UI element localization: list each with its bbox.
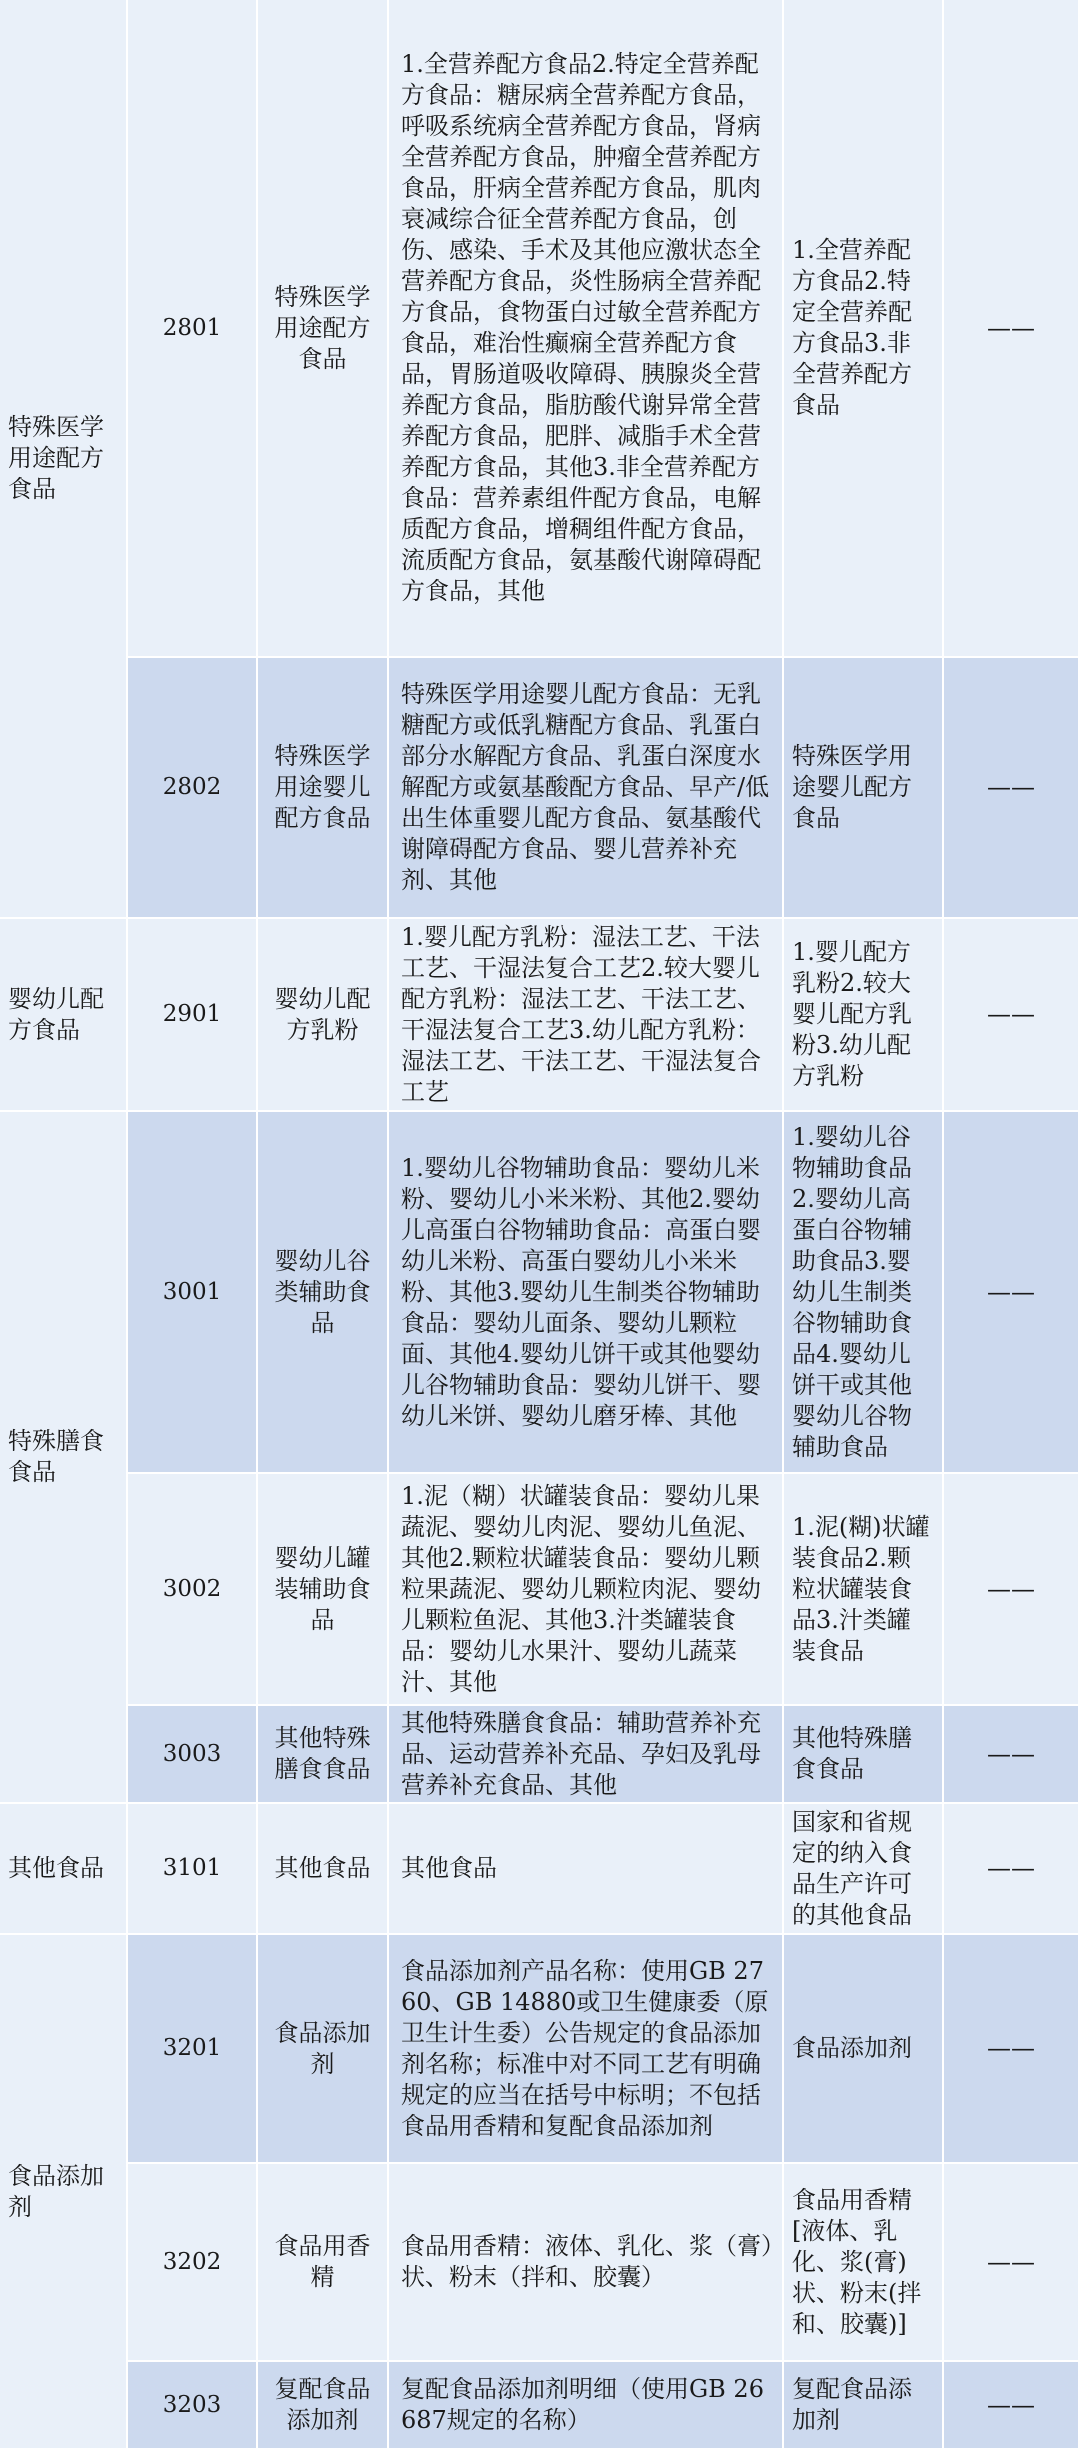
category-label: 其他食品 xyxy=(8,1854,104,1882)
unit-text: 1.全营养配方食品2.特定全营养配方食品3.非全营养配方食品 xyxy=(792,236,912,419)
detail-cell xyxy=(389,1706,784,1804)
detail-cell xyxy=(389,0,784,658)
detail-text: 食品用香精：液体、乳化、浆（膏）状、粉末（拌和、胶囊） xyxy=(401,2232,773,2291)
name-cell xyxy=(258,919,389,1112)
detail-cell xyxy=(389,2362,784,2450)
code-cell xyxy=(128,1935,258,2164)
name-text: 复配食品添加剂 xyxy=(274,2375,371,2434)
note-cell xyxy=(944,2164,1080,2362)
unit-cell xyxy=(784,2362,944,2450)
category-cell xyxy=(0,919,128,1112)
unit-cell xyxy=(784,1474,944,1706)
category-label: 食品添加剂 xyxy=(8,2161,104,2221)
detail-text: 食品添加剂产品名称：使用GB 2760、GB 14880或卫生健康委（原卫生计生委）公告规定的食品添加剂名称；标准中对不同工艺有明确规定的应当在括号中标明；不包括食品用香精和复配食品添加剂 xyxy=(401,1956,769,2140)
code-text: 3001 xyxy=(162,1278,222,1305)
name-cell xyxy=(258,658,389,919)
unit-text: 1.婴儿配方乳粉2.较大婴儿配方乳粉3.幼儿配方乳粉 xyxy=(792,938,912,1090)
note-cell xyxy=(944,1706,1080,1804)
name-cell xyxy=(258,1112,389,1474)
name-text: 其他食品 xyxy=(274,1854,371,1882)
detail-text: 复配食品添加剂明细（使用GB 26687规定的名称） xyxy=(401,2375,764,2434)
code-cell xyxy=(128,1474,258,1706)
detail-cell xyxy=(389,658,784,919)
note-text: —— xyxy=(987,1574,1035,1603)
detail-cell xyxy=(389,1474,784,1706)
name-cell xyxy=(258,2362,389,2450)
note-text: —— xyxy=(987,2247,1035,2276)
category-cell xyxy=(0,1112,128,1804)
unit-cell xyxy=(784,658,944,919)
note-cell xyxy=(944,1112,1080,1474)
category-label: 特殊医学用途配方食品 xyxy=(8,413,104,503)
code-text: 2801 xyxy=(162,314,222,341)
code-cell xyxy=(128,1804,258,1935)
unit-cell xyxy=(784,0,944,658)
note-cell xyxy=(944,658,1080,919)
code-text: 3002 xyxy=(162,1575,222,1602)
code-cell xyxy=(128,919,258,1112)
name-text: 特殊医学用途婴儿配方食品 xyxy=(274,742,371,832)
unit-text: 其他特殊膳食食品 xyxy=(792,1724,912,1783)
name-text: 特殊医学用途配方食品 xyxy=(274,282,371,373)
code-cell xyxy=(128,658,258,919)
detail-cell xyxy=(389,1804,784,1935)
note-cell xyxy=(944,1935,1080,2164)
unit-cell xyxy=(784,1112,944,1474)
category-cell xyxy=(0,0,128,919)
code-text: 3203 xyxy=(162,2391,222,2418)
code-text: 3202 xyxy=(162,2248,222,2275)
name-text: 婴幼儿罐装辅助食品 xyxy=(274,1543,371,1634)
name-text: 食品添加剂 xyxy=(274,2018,371,2078)
unit-cell xyxy=(784,2164,944,2362)
note-cell xyxy=(944,0,1080,658)
name-text: 其他特殊膳食食品 xyxy=(274,1724,371,1783)
detail-text: 1.婴幼儿谷物辅助食品：婴幼儿米粉、婴幼儿小米米粉、其他2.婴幼儿高蛋白谷物辅助食品：高蛋白婴幼儿米粉、高蛋白婴幼儿小米米粉、其他3.婴幼儿生制类谷物辅助食品：婴幼儿面条、婴幼儿颗粒面、其他4.婴幼儿饼干或其他婴幼儿谷物辅助食品：婴幼儿饼干、婴幼儿米饼、婴幼儿磨牙棒、其他 xyxy=(401,1153,761,1430)
note-text: —— xyxy=(987,313,1035,342)
category-cell xyxy=(0,1804,128,1935)
name-cell xyxy=(258,2164,389,2362)
name-text: 婴幼儿配方乳粉 xyxy=(274,984,371,1044)
note-text: —— xyxy=(987,1000,1035,1028)
note-text: —— xyxy=(987,2034,1035,2062)
note-cell xyxy=(944,919,1080,1112)
unit-text: 复配食品添加剂 xyxy=(792,2375,912,2434)
detail-cell xyxy=(389,1112,784,1474)
note-cell xyxy=(944,1804,1080,1935)
unit-cell xyxy=(784,1935,944,2164)
unit-text: 食品用香精[液体、乳化、浆(膏)状、粉末(拌和、胶囊)] xyxy=(792,2185,922,2338)
code-text: 3003 xyxy=(162,1740,222,1767)
name-text: 食品用香精 xyxy=(274,2232,371,2291)
unit-text: 食品添加剂 xyxy=(792,2034,912,2062)
note-text: —— xyxy=(987,773,1035,801)
detail-text: 1.婴儿配方乳粉：湿法工艺、干法工艺、干湿法复合工艺2.较大婴儿配方乳粉：湿法工艺、干法工艺、干湿法复合工艺3.幼儿配方乳粉：湿法工艺、干法工艺、干湿法复合工艺 xyxy=(401,922,761,1106)
note-text: —— xyxy=(987,1277,1035,1306)
note-text: —— xyxy=(987,1854,1035,1882)
unit-text: 特殊医学用途婴儿配方食品 xyxy=(792,742,912,832)
name-cell xyxy=(258,0,389,658)
detail-cell xyxy=(389,1935,784,2164)
note-text: —— xyxy=(987,1739,1035,1768)
name-cell xyxy=(258,1706,389,1804)
detail-text: 其他食品 xyxy=(401,1854,497,1882)
note-cell xyxy=(944,1474,1080,1706)
category-label: 婴幼儿配方食品 xyxy=(8,984,104,1044)
code-text: 2901 xyxy=(162,1001,222,1027)
name-cell xyxy=(258,1935,389,2164)
name-cell xyxy=(258,1804,389,1935)
detail-cell xyxy=(389,2164,784,2362)
code-cell xyxy=(128,0,258,658)
code-cell xyxy=(128,2362,258,2450)
detail-cell xyxy=(389,919,784,1112)
code-text: 3201 xyxy=(162,2035,222,2061)
unit-text: 国家和省规定的纳入食品生产许可的其他食品 xyxy=(792,1807,912,1929)
code-cell xyxy=(128,1706,258,1804)
note-cell xyxy=(944,2362,1080,2450)
unit-cell xyxy=(784,1706,944,1804)
code-text: 3101 xyxy=(162,1855,222,1881)
code-text: 2802 xyxy=(162,774,222,800)
name-text: 婴幼儿谷类辅助食品 xyxy=(274,1246,371,1337)
unit-text: 1.婴幼儿谷物辅助食品2.婴幼儿高蛋白谷物辅助食品3.婴幼儿生制类谷物辅助食品4.婴幼儿饼干或其他婴幼儿谷物辅助食品 xyxy=(792,1122,912,1461)
detail-text: 特殊医学用途婴儿配方食品：无乳糖配方或低乳糖配方食品、乳蛋白部分水解配方食品、乳蛋白深度水解配方或氨基酸配方食品、早产/低出生体重婴儿配方食品、氨基酸代谢障碍配方食品、婴儿营养补充剂、其他 xyxy=(401,680,770,894)
detail-text: 其他特殊膳食食品：辅助营养补充品、运动营养补充品、孕妇及乳母营养补充食品、其他 xyxy=(401,1708,761,1799)
category-cell xyxy=(0,1935,128,2450)
note-text: —— xyxy=(987,2390,1035,2419)
detail-text: 1.全营养配方食品2.特定全营养配方食品：糖尿病全营养配方食品，呼吸系统病全营养配方食品，肾病全营养配方食品，肿瘤全营养配方食品，肝病全营养配方食品，肌肉衰减综合征全营养配方食品，创伤、感染、手术及其他应激状态全营养配方食品，炎性肠病全营养配方食品，食物蛋白过敏全营养配方食品，难治性癫痫全营养配方食品，胃肠道吸收障碍、胰腺炎全营养配方食品，脂肪酸代谢异常全营养配方食品，肥胖、减脂手术全营养配方食品，其他3.非全营养配方食品：营养素组件配方食品，电解质配方食品，增稠组件配方食品，流质配方食品，氨基酸代谢障碍配方食品，其他 xyxy=(401,50,761,605)
unit-text: 1.泥(糊)状罐装食品2.颗粒状罐装食品3.汁类罐装食品 xyxy=(792,1512,930,1665)
category-label: 特殊膳食食品 xyxy=(8,1427,104,1486)
name-cell xyxy=(258,1474,389,1706)
detail-text: 1.泥（糊）状罐装食品：婴幼儿果蔬泥、婴幼儿肉泥、婴幼儿鱼泥、其他2.颗粒状罐装食品：婴幼儿颗粒果蔬泥、婴幼儿颗粒肉泥、婴幼儿颗粒鱼泥、其他3.汁类罐装食品：婴幼儿水果汁、婴幼儿蔬菜汁、其他 xyxy=(401,1481,761,1696)
unit-cell xyxy=(784,1804,944,1935)
code-cell xyxy=(128,1112,258,1474)
unit-cell xyxy=(784,919,944,1112)
code-cell xyxy=(128,2164,258,2362)
